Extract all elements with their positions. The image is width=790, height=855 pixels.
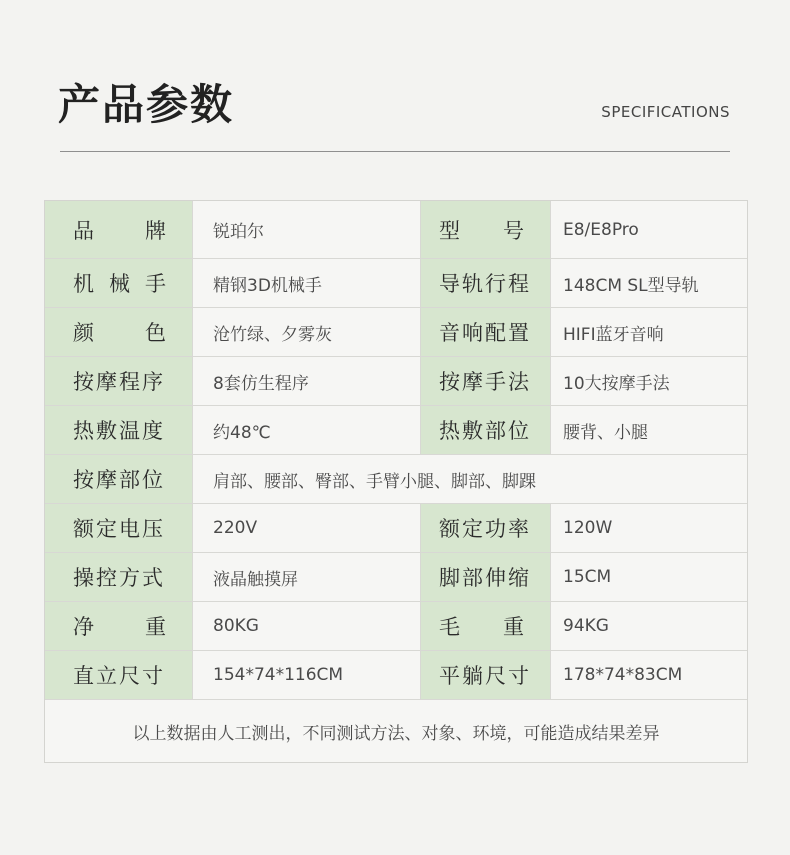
spec-key-char: 械 [109, 272, 132, 296]
spec-value: 锐珀尔 [192, 201, 420, 258]
table-row [45, 201, 747, 258]
page-title: 产品参数 [58, 80, 235, 129]
spec-key: 额定电压 [45, 504, 192, 552]
spec-key [420, 602, 550, 650]
spec-value: 10大按摩手法 [550, 357, 747, 405]
spec-key-char: 重 [503, 615, 526, 639]
spec-value: 腰背、小腿 [550, 406, 747, 454]
spec-key: 额定功率 [420, 504, 550, 552]
spec-value: 120W [550, 504, 747, 552]
spec-key-char: 手 [145, 272, 168, 296]
spec-key: 平躺尺寸 [420, 651, 550, 699]
spec-value: 8套仿生程序 [192, 357, 420, 405]
spec-key: 按摩手法 [420, 357, 550, 405]
spec-value: 154*74*116CM [192, 651, 420, 699]
spec-key [45, 602, 192, 650]
spec-value: 80KG [192, 602, 420, 650]
spec-value: 178*74*83CM [550, 651, 747, 699]
spec-key: 按摩部位 [45, 455, 192, 503]
spec-key [45, 259, 192, 307]
spec-key-char: 毛 [439, 615, 462, 639]
spec-key-char: 品 [73, 218, 96, 243]
divider [60, 151, 730, 152]
spec-key-char: 色 [145, 321, 168, 345]
table-row [45, 454, 747, 503]
spec-value: 94KG [550, 602, 747, 650]
spec-key: 脚部伸缩 [420, 553, 550, 601]
spec-key-char: 净 [73, 615, 96, 639]
spec-value: E8/E8Pro [550, 201, 747, 258]
spec-value: 15CM [550, 553, 747, 601]
spec-table [44, 200, 748, 763]
spec-key: 操控方式 [45, 553, 192, 601]
spec-key-char: 颜 [73, 321, 96, 345]
disclaimer-note: 以上数据由人工测出，不同测试方法、对象、环境，可能造成结果差异 [45, 699, 747, 762]
table-row [45, 552, 747, 601]
spec-key [420, 201, 550, 258]
page-subtitle: SPECIFICATIONS [601, 103, 730, 121]
spec-key: 热敷部位 [420, 406, 550, 454]
spec-key: 按摩程序 [45, 357, 192, 405]
table-row [45, 405, 747, 454]
spec-value: HIFI蓝牙音响 [550, 308, 747, 356]
spec-value: 约48℃ [192, 406, 420, 454]
spec-key-char: 重 [145, 615, 168, 639]
table-row [45, 601, 747, 650]
spec-key [45, 308, 192, 356]
spec-value: 精钢3D机械手 [192, 259, 420, 307]
table-row [45, 650, 747, 699]
table-row [45, 307, 747, 356]
spec-key: 音响配置 [420, 308, 550, 356]
spec-key-char: 型 [439, 218, 462, 243]
table-row [45, 356, 747, 405]
spec-key-char: 号 [503, 218, 526, 243]
spec-key: 导轨行程 [420, 259, 550, 307]
spec-key-char: 机 [73, 272, 96, 296]
spec-value: 液晶触摸屏 [192, 553, 420, 601]
spec-value: 沧竹绿、夕雾灰 [192, 308, 420, 356]
spec-key-char: 牌 [145, 218, 168, 243]
spec-value: 148CM SL型导轨 [550, 259, 747, 307]
spec-key: 直立尺寸 [45, 651, 192, 699]
spec-value: 肩部、腰部、臀部、手臂小腿、脚部、脚踝 [192, 455, 747, 503]
table-row [45, 503, 747, 552]
table-row [45, 258, 747, 307]
spec-key [45, 201, 192, 258]
spec-key: 热敷温度 [45, 406, 192, 454]
spec-value: 220V [192, 504, 420, 552]
